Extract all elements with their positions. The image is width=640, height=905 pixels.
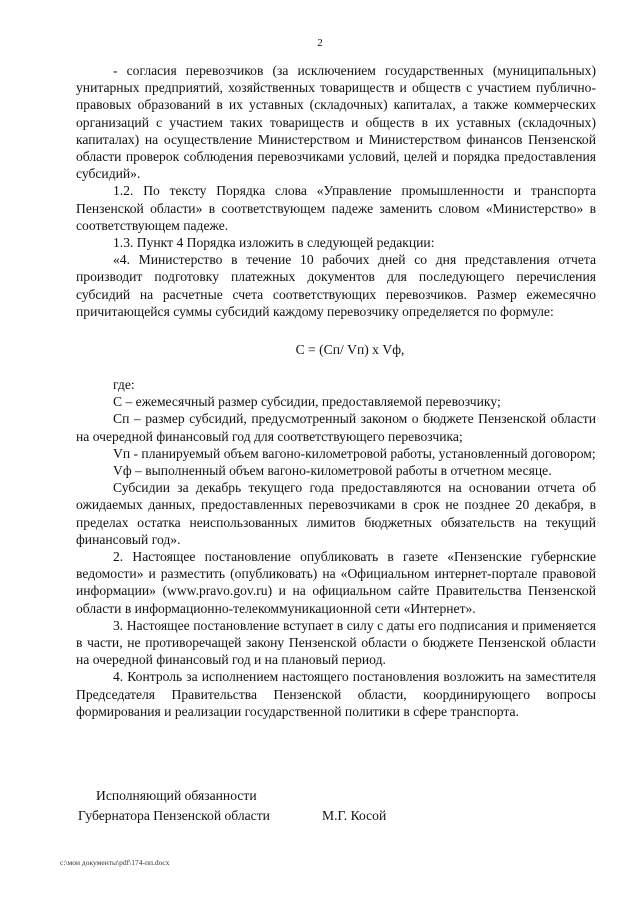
signature-name: М.Г. Косой xyxy=(322,808,387,823)
paragraph: Сп – размер субсидий, предусмотренный законом о бюджете Пензенской области на очередной финансовый год для соответствующего перевозчика; xyxy=(76,411,596,444)
paragraph: 3. Настоящее постановление вступает в силу с даты его подписания и применяется в части, не противоречащей закону Пензенской области о бюджете Пензенской области на очередной финансовый год и на плановый период. xyxy=(76,617,596,668)
paragraph: 1.3. Пункт 4 Порядка изложить в следующей редакции: xyxy=(113,235,435,251)
formula: С = (Сп/ Vп) х Vф, xyxy=(295,342,405,357)
paragraph: Vф – выполненный объем вагоно-километровой работы в отчетном месяце. xyxy=(113,463,552,479)
page-number: 2 xyxy=(317,37,323,49)
document-body-top xyxy=(76,62,596,320)
paragraph: 1.2. По тексту Порядка слова «Управление промышленности и транспорта Пензенской области» в соответствующем падеже заменить словом «Министерство» в соответствующем падеже. xyxy=(76,183,596,233)
document-body-bottom xyxy=(76,376,596,720)
file-path-footer: c:\мои документы\pdf\174-пп.docx xyxy=(60,858,170,867)
paragraph: - согласия перевозчиков (за исключением государственных (муниципальных) унитарных предприятий, хозяйственных товариществ и обществ с участием публично-правовых образований в их уставных (складочных) капиталах, а также коммерческих организаций с участием таких товариществ и обществ в их уставных (складочных) капиталах) на осуществление Министерством и Министерством финансов Пензенской области проверок соблюдения перевозчиками условий, целей и порядка предоставления субсидий». xyxy=(76,63,596,182)
signature-title-line2: Губернатора Пензенской области xyxy=(78,808,270,823)
paragraph: Субсидии за декабрь текущего года предоставляются на основании отчета об ожидаемых данных, предоставленных перевозчиками в срок не позднее 20 декабря, в пределах остатка неиспользованных лимитов бюджетных обязательств на текущий финансовый год». xyxy=(76,480,596,547)
paragraph: «4. Министерство в течение 10 рабочих дней со дня представления отчета производит подготовку платежных документов для последующего перечисления субсидий на расчетные счета соответствующих перевозчиков. Размер ежемесячно причитающейся суммы субсидий каждому перевозчику определяется по формуле: xyxy=(76,252,596,319)
signature-title-line1: Исполняющий обязанности xyxy=(96,788,257,803)
paragraph: где: xyxy=(113,377,135,392)
paragraph: С – ежемесячный размер субсидии, предоставляемой перевозчику; xyxy=(113,394,501,410)
paragraph: Vп - планируемый объем вагоно-километровой работы, установленный договором; xyxy=(113,445,596,461)
paragraph: 2. Настоящее постановление опубликовать в газете «Пензенские губернские ведомости» и разместить (опубликовать) на «Официальном интернет-портале правовой информации» (www.pravo.gov.ru) и на официальном сайте Правительства Пензенской области в информационно-телекоммуникационной сети «Интернет». xyxy=(76,549,596,616)
paragraph: 4. Контроль за исполнением настоящего постановления возложить на заместителя Председателя Правительства Пензенской области, координирующего вопросы формирования и реализации государственной политики в сфере транспорта. xyxy=(76,669,596,719)
